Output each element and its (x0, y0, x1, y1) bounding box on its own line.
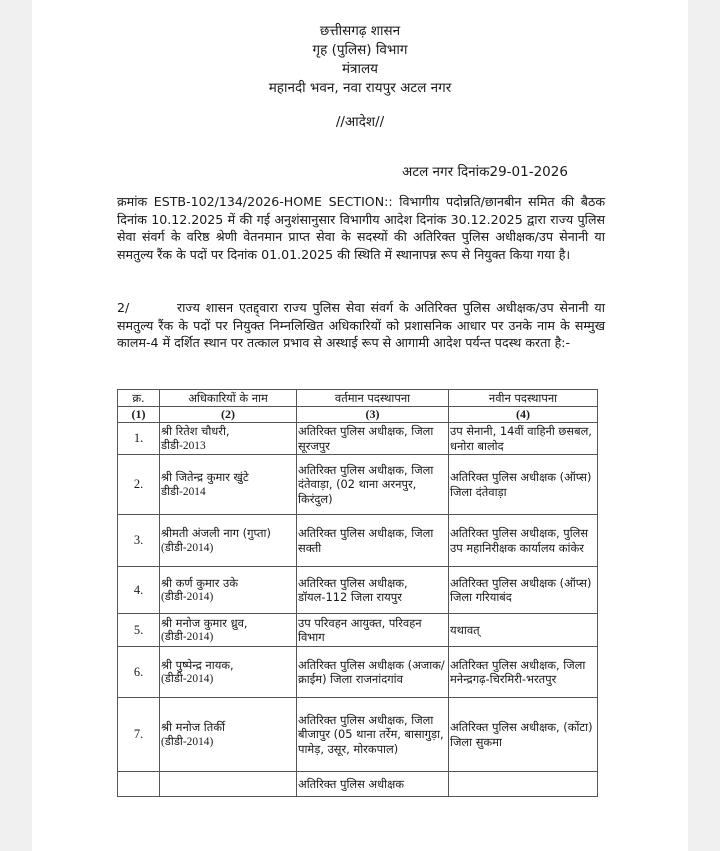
column-number: (2) (160, 407, 297, 423)
serial-number: 3. (118, 515, 160, 567)
header-officer-name: अधिकारियों के नाम (160, 390, 297, 407)
officer-name: श्री रितेश चौधरी, (161, 424, 230, 438)
office-address: महानदी भवन, नवा रायपुर अटल नगर (268, 80, 452, 96)
officer-name-cell (160, 772, 297, 797)
table-row (118, 647, 598, 698)
officer-batch: (डीडी-2014) (161, 631, 214, 643)
header-serial: क्र. (118, 390, 160, 407)
table-row (118, 614, 598, 647)
officer-batch: डीडी-2014 (161, 485, 206, 498)
government-name: छत्तीसगढ़ शासन (319, 23, 401, 39)
order-reference-paragraph: क्रमांक ESTB-102/134/2026-HOME SECTION:: विभागीय पदोन्नति/छानबीन समित की बैठक दिनांक 10.12.2025 में की गई अनुशंसानुसार विभागीय आदेश दिनांक 30.12.2025 द्वारा राज्य पुलिस सेवा संवर्ग के वरिष्ठ श्रेणी वेतनमान प्राप्त सेवा के सदस्यों की अतिरिक्त पुलिस अधीक्षक/उप सेनानी या समतुल्य रैंक के पदों पर दिनांक 01.01.2025 की स्थिति में स्थानापन्न रूप से नियुक्त किया गया है। (117, 194, 605, 262)
officer-name: श्री जितेन्द्र कुमार खुंटे (161, 470, 249, 484)
current-posting: उप परिवहन आयुक्त, परिवहन विभाग (297, 614, 449, 647)
current-posting: अतिरिक्त पुलिस अधीक्षक, जिला बीजापुर (05 थाना तर्रेम, बासागुड़ा, पामेड़, उसूर, मोरकपाल) (297, 698, 449, 772)
ministry-name: मंत्रालय (341, 61, 378, 77)
officer-name: श्री मनोज कुमार ध्रुव, (161, 615, 248, 630)
serial-number: 6. (118, 647, 160, 698)
officer-name: श्रीमती अंजली नाग (गुप्ता) (161, 526, 271, 540)
new-posting: अतिरिक्त पुलिस अधीक्षक, (कोंटा) जिला सुकमा (449, 698, 598, 772)
new-posting: अतिरिक्त पुलिस अधीक्षक, जिला मनेन्द्रगढ़-चिरमिरी-भरतपुर (449, 647, 598, 698)
officer-name-cell (160, 614, 297, 647)
current-posting: अतिरिक्त पुलिस अधीक्षक, जिला सूरजपुर (297, 423, 449, 455)
posting-order-paragraph (117, 299, 605, 352)
officer-name: श्री पुष्पेन्द्र नायक, (161, 657, 234, 672)
officer-batch: (डीडी-2014) (161, 591, 214, 603)
officer-batch: (डीडी-2014) (161, 735, 214, 748)
serial-number (118, 772, 160, 797)
new-posting: यथावत् (449, 614, 598, 647)
officer-name-cell (160, 567, 297, 614)
table-row (118, 455, 598, 515)
current-posting: अतिरिक्त पुलिस अधीक्षक, डॉयल-112 जिला रायपुर (297, 567, 449, 614)
document-page (32, 0, 688, 851)
current-posting: अतिरिक्त पुलिस अधीक्षक (297, 772, 449, 797)
officer-batch: (डीडी-2014) (161, 673, 214, 685)
paragraph-number: 2/ (117, 300, 130, 315)
postings-table (117, 389, 598, 797)
column-number: (4) (449, 407, 598, 423)
serial-number: 4. (118, 567, 160, 614)
order-date: अटल नगर दिनांक29-01-2026 (402, 164, 568, 180)
officer-batch: (डीडी-2014) (161, 541, 214, 554)
new-posting (449, 772, 598, 797)
table-row (118, 772, 598, 797)
officer-name-cell (160, 423, 297, 455)
new-posting: अतिरिक्त पुलिस अधीक्षक, पुलिस उप महानिरीक्षक कार्यालय कांकेर (449, 515, 598, 567)
current-posting: अतिरिक्त पुलिस अधीक्षक, जिला दंतेवाड़ा, (02 थाना अरनपुर, किरंदुल) (297, 455, 449, 515)
column-number-row (118, 407, 598, 423)
current-posting: अतिरिक्त पुलिस अधीक्षक, जिला सक्ती (297, 515, 449, 567)
new-posting: अतिरिक्त पुलिस अधीक्षक (ऑप्स) जिला गरियाबंद (449, 567, 598, 614)
header-new-posting: नवीन पदस्थापना (449, 390, 598, 407)
order-heading: //आदेश// (335, 114, 385, 130)
serial-number: 5. (118, 614, 160, 647)
new-posting: उप सेनानी, 14वीं वाहिनी छसबल, धनोरा बालोद (449, 423, 598, 455)
column-number: (3) (297, 407, 449, 423)
table-row (118, 698, 598, 772)
table-header-row (118, 390, 598, 407)
officer-name: श्री कर्ण कुमार उके (161, 575, 239, 590)
new-posting: अतिरिक्त पुलिस अधीक्षक (ऑप्स) जिला दंतेवाड़ा (449, 455, 598, 515)
officer-name-cell (160, 698, 297, 772)
letterhead (32, 22, 688, 98)
paragraph-text: राज्य शासन एतद्द्वारा राज्य पुलिस सेवा संवर्ग के अतिरिक्त पुलिस अधीक्षक/उप सेनानी या समतुल्य रैंक के पदों पर नियुक्त निम्नलिखित अधिकारियों को प्रशासनिक आधार पर उनके नाम के सम्मुख कालम-4 में दर्शित स्थान पर तत्काल प्रभाव से अस्थाई रूप से आगामी आदेश पर्यन्त पदस्थ करता है:- (117, 300, 605, 351)
officer-name-cell (160, 647, 297, 698)
column-number: (1) (118, 407, 160, 423)
current-posting: अतिरिक्त पुलिस अधीक्षक (अजाक/क्राईम) जिला राजनांदगांव (297, 647, 449, 698)
serial-number: 7. (118, 698, 160, 772)
serial-number: 1. (118, 423, 160, 455)
serial-number: 2. (118, 455, 160, 515)
table-row (118, 423, 598, 455)
table-row (118, 567, 598, 614)
officer-name-cell (160, 515, 297, 567)
header-current-posting: वर्तमान पदस्थापना (297, 390, 449, 407)
officer-batch: डीडी-2013 (161, 439, 206, 452)
officer-name: श्री मनोज तिर्की (161, 720, 225, 734)
department-name: गृह (पुलिस) विभाग (312, 42, 408, 58)
officer-name-cell (160, 455, 297, 515)
table-row (118, 515, 598, 567)
